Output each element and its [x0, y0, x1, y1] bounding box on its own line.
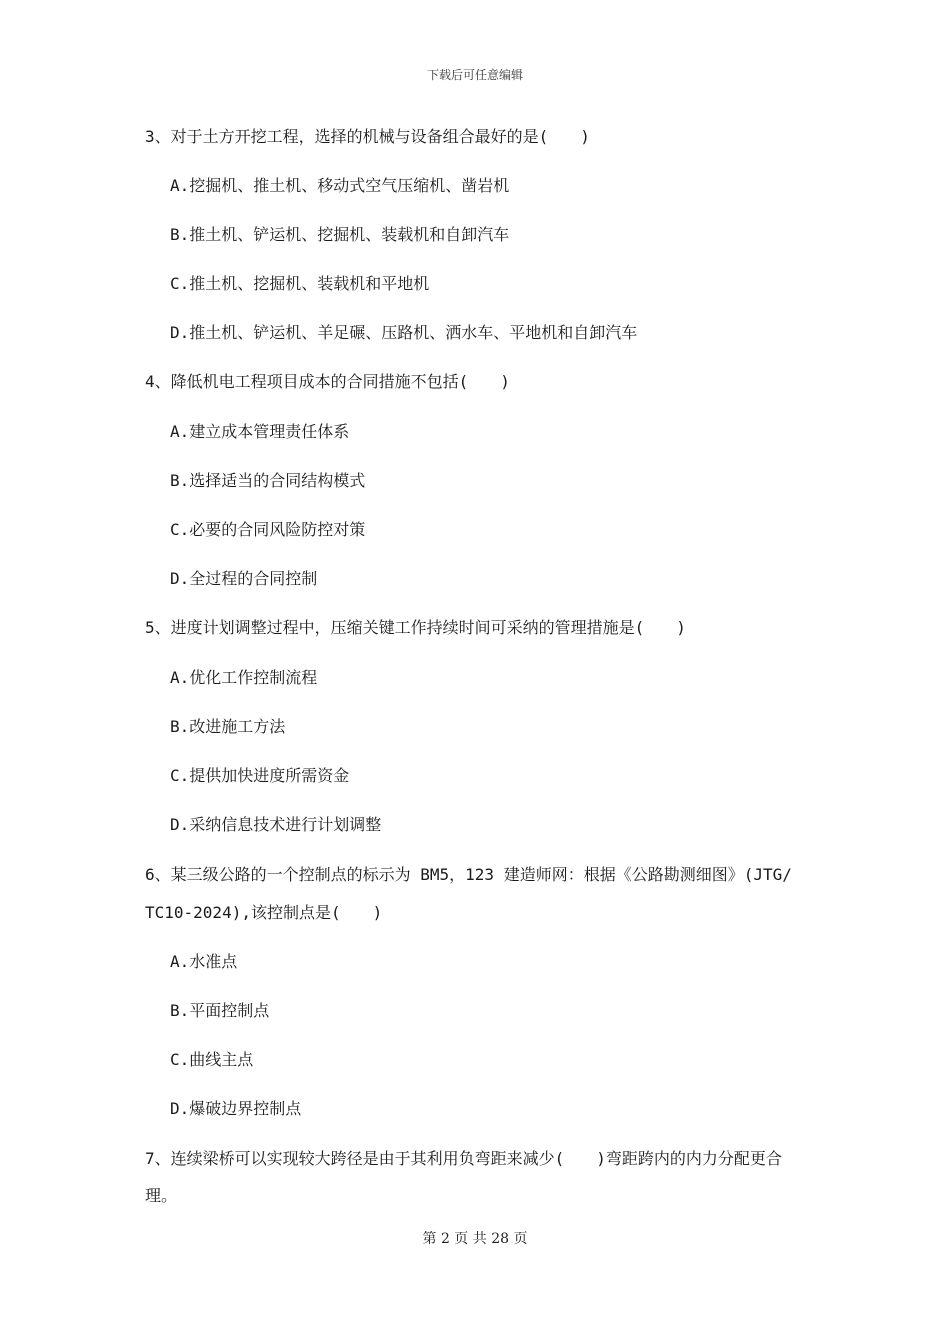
question-3-option-b: B.推土机、铲运机、挖掘机、装载机和自卸汽车	[170, 225, 510, 244]
question-4-option-b: B.选择适当的合同结构模式	[170, 471, 366, 490]
question-5-option-c: C.提供加快进度所需资金	[170, 766, 350, 785]
question-4-stem: 4、降低机电工程项目成本的合同措施不包括( )	[145, 372, 510, 391]
question-5-option-d: D.采纳信息技术进行计划调整	[170, 815, 382, 834]
page-footer: 第 2 页 共 28 页	[422, 1231, 528, 1247]
question-7-stem-line-2: 理。	[145, 1186, 178, 1205]
page-header: 下载后可任意编辑	[426, 68, 523, 82]
question-6-option-c: C.曲线主点	[170, 1050, 254, 1069]
question-5-stem: 5、进度计划调整过程中，压缩关键工作持续时间可采纳的管理措施是( )	[145, 618, 686, 637]
question-4-option-a: A.建立成本管理责任体系	[170, 422, 350, 441]
question-6-option-d: D.爆破边界控制点	[170, 1099, 302, 1118]
question-3-option-c: C.推土机、挖掘机、装载机和平地机	[170, 274, 430, 293]
question-5-option-b: B.改进施工方法	[170, 717, 286, 736]
question-5-option-a: A.优化工作控制流程	[170, 668, 318, 687]
question-3-option-d: D.推土机、铲运机、羊足碾、压路机、洒水车、平地机和自卸汽车	[170, 323, 638, 342]
question-4-option-d: D.全过程的合同控制	[170, 569, 318, 588]
question-3-option-a: A.挖掘机、推土机、移动式空气压缩机、凿岩机	[170, 176, 510, 195]
question-6-stem-line-2: TC10-2024),该控制点是( )	[145, 903, 383, 922]
question-4-option-c: C.必要的合同风险防控对策	[170, 520, 366, 539]
question-7-stem-line-1: 7、连续梁桥可以实现较大跨径是由于其利用负弯距来减少( )弯距跨内的内力分配更合	[145, 1149, 782, 1168]
question-6-option-a: A.水准点	[170, 952, 238, 971]
question-6-option-b: B.平面控制点	[170, 1001, 270, 1020]
question-6-stem-line-1: 6、某三级公路的一个控制点的标示为 BM5，123 建造师网：根据《公路勘测细图》(JTG/	[145, 865, 792, 884]
question-3-stem: 3、对于土方开挖工程，选择的机械与设备组合最好的是( )	[145, 127, 590, 146]
